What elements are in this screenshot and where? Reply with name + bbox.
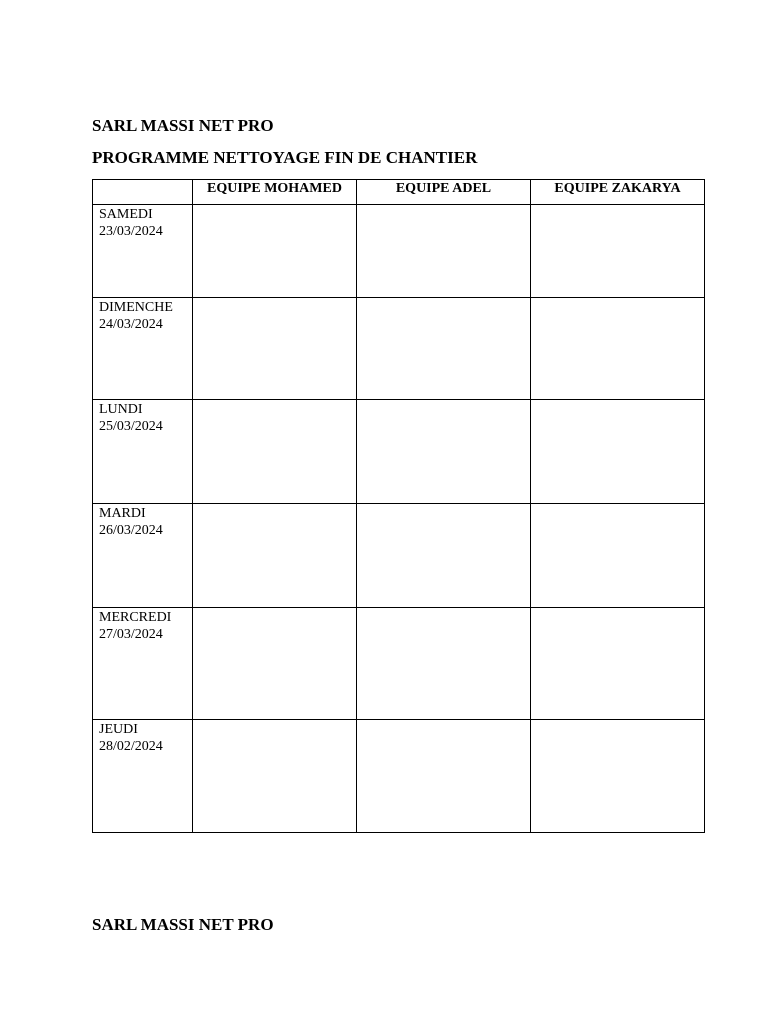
schedule-cell <box>193 400 357 504</box>
table-row <box>93 608 705 720</box>
schedule-cell <box>531 608 705 720</box>
day-name: MERCREDI <box>99 610 172 625</box>
table-row <box>93 205 705 298</box>
schedule-cell <box>193 298 357 400</box>
schedule-cell <box>357 400 531 504</box>
schedule-cell <box>531 504 705 608</box>
corner-cell <box>93 180 193 205</box>
document-title: PROGRAMME NETTOYAGE FIN DE CHANTIER <box>92 148 478 167</box>
day-name: MARDI <box>99 506 146 521</box>
day-date: 26/03/2024 <box>99 523 163 538</box>
footer-company-name: SARL MASSI NET PRO <box>92 915 274 934</box>
schedule-cell <box>193 720 357 833</box>
day-name: DIMENCHE <box>99 300 173 315</box>
day-date: 24/03/2024 <box>99 317 163 332</box>
day-cell <box>93 504 193 608</box>
day-cell <box>93 205 193 298</box>
table-row <box>93 400 705 504</box>
schedule-cell <box>357 720 531 833</box>
schedule-cell <box>193 504 357 608</box>
schedule-cell <box>193 205 357 298</box>
day-cell <box>93 608 193 720</box>
company-name: SARL MASSI NET PRO <box>92 116 274 135</box>
day-cell <box>93 298 193 400</box>
column-header-equipe-adel: EQUIPE ADEL <box>357 180 531 205</box>
schedule-cell <box>357 298 531 400</box>
table-row <box>93 298 705 400</box>
day-cell <box>93 720 193 833</box>
column-header-equipe-zakarya: EQUIPE ZAKARYA <box>531 180 705 205</box>
day-date: 28/02/2024 <box>99 739 163 754</box>
column-header-equipe-mohamed: EQUIPE MOHAMED <box>193 180 357 205</box>
day-date: 27/03/2024 <box>99 627 163 642</box>
day-name: JEUDI <box>99 722 138 737</box>
day-date: 25/03/2024 <box>99 419 163 434</box>
day-date: 23/03/2024 <box>99 224 163 239</box>
schedule-cell <box>531 720 705 833</box>
table-row <box>93 720 705 833</box>
day-name: LUNDI <box>99 402 143 417</box>
schedule-cell <box>531 298 705 400</box>
schedule-cell <box>531 205 705 298</box>
day-cell <box>93 400 193 504</box>
schedule-cell <box>357 608 531 720</box>
header-row <box>93 180 705 205</box>
schedule-cell <box>531 400 705 504</box>
table-row <box>93 504 705 608</box>
schedule-cell <box>357 205 531 298</box>
schedule-table <box>92 179 705 833</box>
schedule-cell <box>357 504 531 608</box>
schedule-cell <box>193 608 357 720</box>
day-name: SAMEDI <box>99 207 153 222</box>
